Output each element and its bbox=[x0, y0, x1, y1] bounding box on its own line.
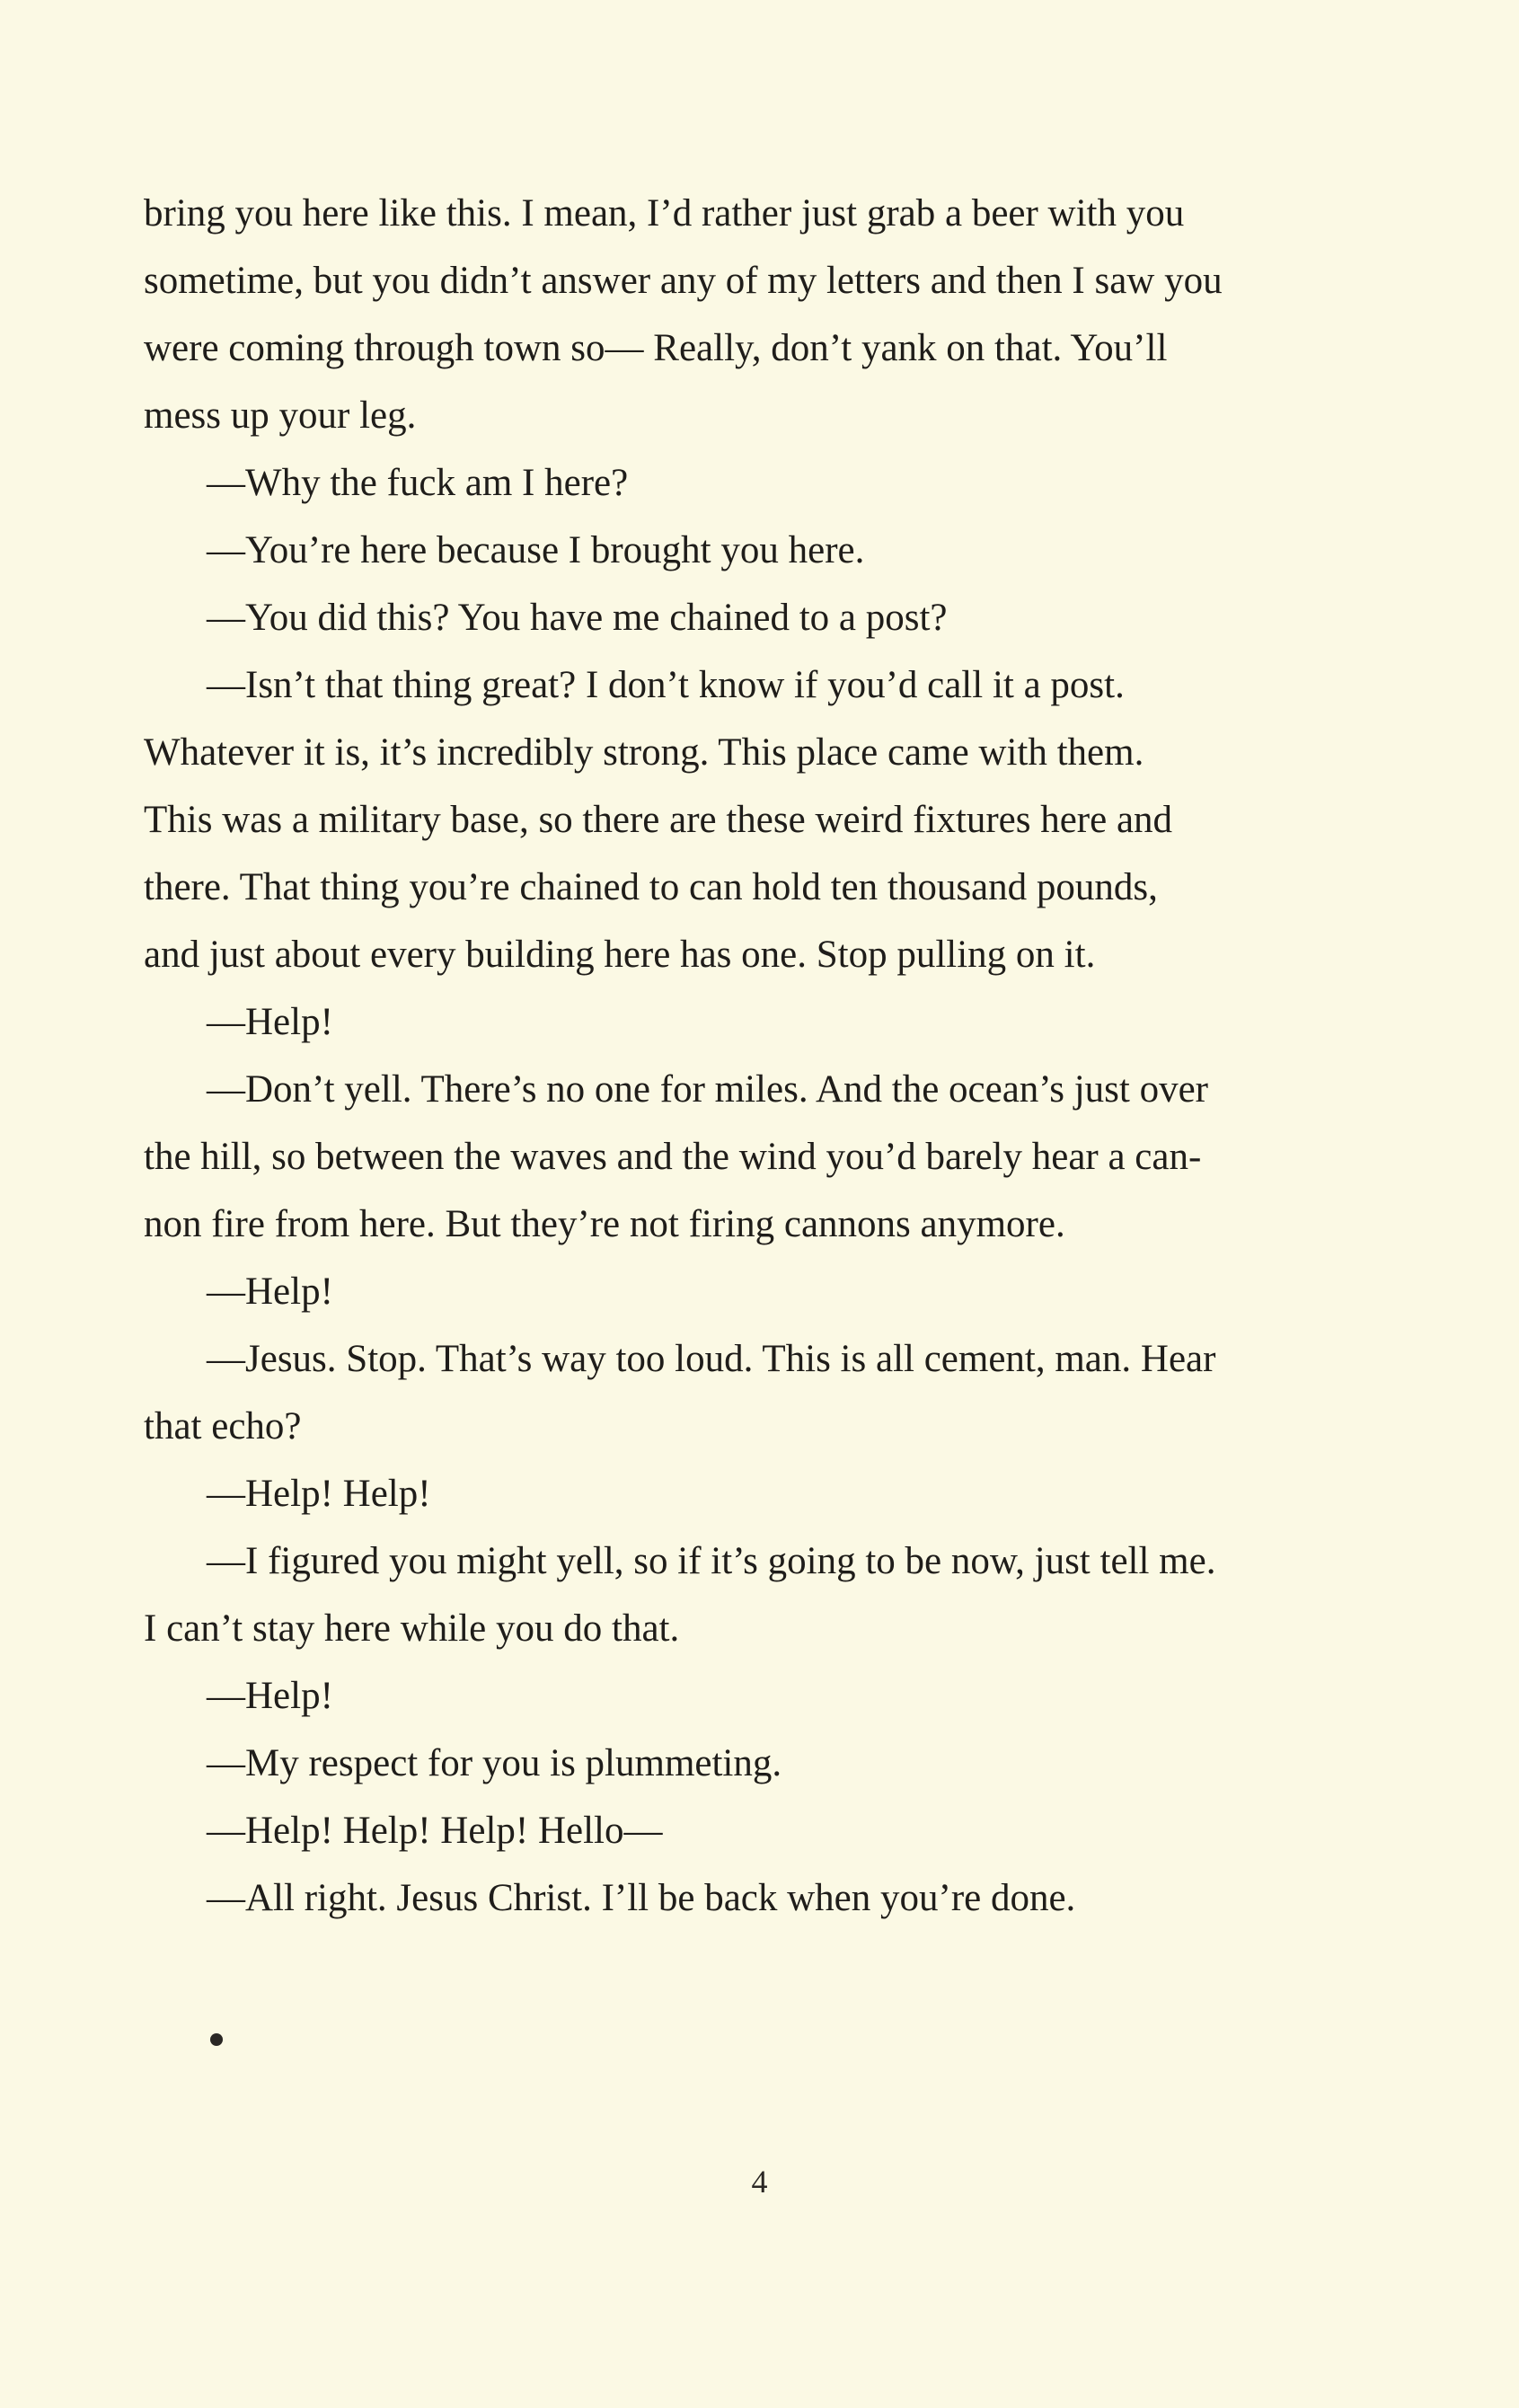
dialogue-line: —Don’t yell. There’s no one for miles. And the ocean’s just over bbox=[207, 1068, 1208, 1111]
text-line: non fire from here. But they’re not firing cannons anymore. bbox=[144, 1203, 1065, 1245]
dialogue-line: —You did this? You have me chained to a post? bbox=[207, 597, 948, 639]
text-line: bring you here like this. I mean, I’d rather just grab a beer with you bbox=[144, 192, 1185, 235]
text-line: mess up your leg. bbox=[144, 394, 417, 437]
text-line: were coming through town so— Really, don’t yank on that. You’ll bbox=[144, 327, 1168, 369]
dialogue-line: —Help! bbox=[207, 1675, 333, 1717]
dialogue-line: —Isn’t that thing great? I don’t know if you’d call it a post. bbox=[207, 664, 1125, 706]
text-line: sometime, but you didn’t answer any of my letters and then I saw you bbox=[144, 260, 1223, 302]
text-line: the hill, so between the waves and the wind you’d barely hear a can- bbox=[144, 1136, 1202, 1178]
text-line: that echo? bbox=[144, 1405, 302, 1447]
text-line: I can’t stay here while you do that. bbox=[144, 1607, 680, 1650]
text-line: This was a military base, so there are these weird fixtures here and bbox=[144, 799, 1173, 841]
text-line: Whatever it is, it’s incredibly strong. This place came with them. bbox=[144, 731, 1144, 774]
dialogue-line: —All right. Jesus Christ. I’ll be back when you’re done. bbox=[207, 1877, 1076, 1919]
text-line: there. That thing you’re chained to can hold ten thousand pounds, bbox=[144, 866, 1158, 908]
dialogue-line: —Why the fuck am I here? bbox=[207, 462, 629, 504]
section-break-bullet-icon bbox=[210, 2033, 223, 2046]
dialogue-line: —Jesus. Stop. That’s way too loud. This is all cement, man. Hear bbox=[207, 1338, 1216, 1380]
text-line: and just about every building here has one. Stop pulling on it. bbox=[144, 934, 1096, 976]
dialogue-line: —I figured you might yell, so if it’s going to be now, just tell me. bbox=[207, 1540, 1216, 1582]
dialogue-line: —My respect for you is plummeting. bbox=[207, 1742, 782, 1784]
body-text bbox=[144, 180, 1419, 1932]
dialogue-line: —You’re here because I brought you here. bbox=[207, 529, 865, 571]
dialogue-line: —Help! bbox=[207, 1270, 333, 1313]
page-number: 4 bbox=[751, 2164, 768, 2200]
dialogue-line: —Help! bbox=[207, 1001, 333, 1043]
dialogue-line: —Help! Help! Help! Hello— bbox=[207, 1810, 663, 1852]
dialogue-line: —Help! Help! bbox=[207, 1473, 431, 1515]
